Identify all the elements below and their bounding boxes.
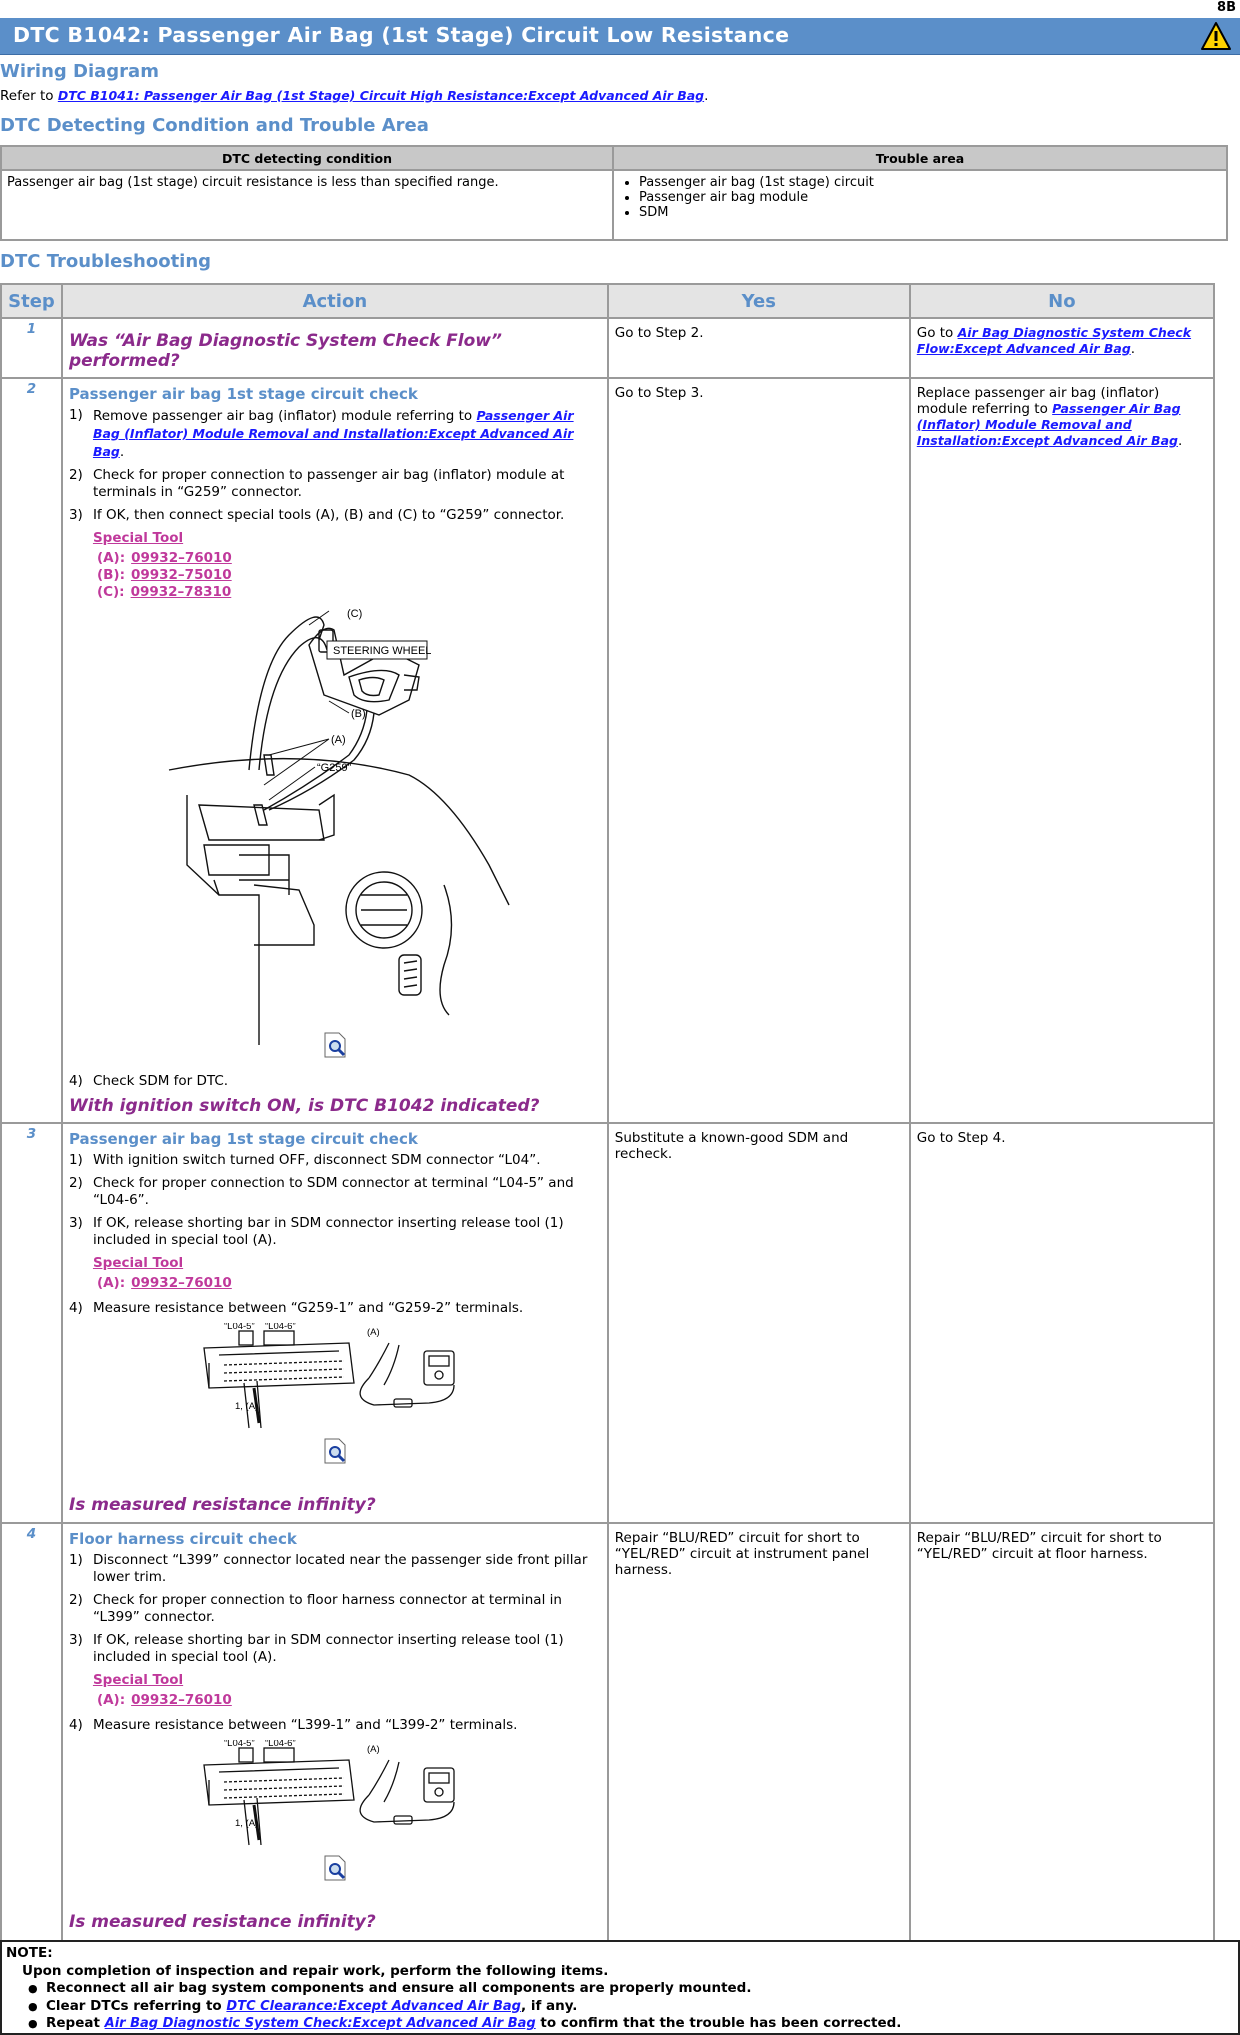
note-intro: Upon completion of inspection and repair work, perform the following items. — [22, 1962, 609, 1979]
list-item: 2) Check for proper connection to SDM connector at terminal “L04-5” and “L04-6”. — [68, 1175, 574, 1208]
step-number: 2 — [1, 378, 62, 1123]
figure-label-c: (C) — [346, 608, 363, 620]
list-item: 3) If OK, release shorting bar in SDM connector inserting release tool (1) included in special tool (A). — [68, 1632, 564, 1665]
troubleshooting-table — [0, 283, 1215, 1942]
figure-label-1a: 1, (A) — [234, 1401, 259, 1412]
item-text: Check for proper connection to passenger air bag (inflator) module at terminals in “G259” connector. — [92, 467, 565, 500]
table-row — [1, 378, 1214, 1123]
table-row — [1, 1123, 1214, 1523]
item-text: If OK, then connect special tools (A), (B) and (C) to “G259” connector. — [92, 507, 565, 523]
yes-cell: Repair “BLU/RED” circuit for short to “YEL/RED” circuit at instrument panel harness. — [608, 1523, 910, 1941]
note-item-suffix: , if any. — [520, 1997, 578, 2014]
link-dtc-clearance[interactable]: DTC Clearance:Except Advanced Air Bag — [226, 1998, 521, 2014]
completion-note — [0, 1940, 1240, 2035]
procedure-list-cont — [69, 1073, 601, 1090]
yes-cell: Go to Step 2. — [608, 318, 910, 378]
link-inflator-removal[interactable]: Passenger Air Bag (Inflator) Module Removal and Installation:Except Advanced Air Bag — [92, 408, 574, 459]
refer-suffix: . — [704, 88, 709, 104]
step-question: With ignition switch ON, is DTC B1042 indicated? — [68, 1096, 540, 1116]
no-cell — [910, 378, 1214, 1123]
action-cell — [62, 1523, 608, 1941]
wiring-refer-text — [0, 88, 708, 104]
tool-label: (A): — [96, 1692, 126, 1708]
list-item: 1) With ignition switch turned OFF, disconnect SDM connector “L04”. — [68, 1152, 541, 1168]
no-prefix: Replace passenger air bag (inflator) module referring to — [916, 385, 1160, 417]
item-text: Measure resistance between “L399-1” and “L399-2” terminals. — [92, 1717, 518, 1733]
action-cell — [62, 378, 608, 1123]
condition-text: Passenger air bag (1st stage) circuit resistance is less than specified range. — [1, 170, 613, 240]
no-prefix: Go to — [916, 325, 958, 341]
figure-label-l046: “L04-6” — [264, 1740, 296, 1749]
note-item-prefix: Clear DTCs referring to — [46, 1997, 227, 2014]
refer-prefix: Refer to — [0, 88, 58, 104]
item-text: Check SDM for DTC. — [92, 1073, 229, 1089]
step-question: Was “Air Bag Diagnostic System Check Flow” performed? — [68, 331, 502, 371]
tool-label: (A): — [96, 550, 126, 566]
link-diagnostic-check-flow[interactable]: Air Bag Diagnostic System Check Flow:Except Advanced Air Bag — [916, 325, 1192, 356]
tool-line — [97, 567, 601, 584]
list-item: 1) Disconnect “L399” connector located near the passenger side front pillar lower trim. — [68, 1552, 588, 1585]
action-header: Action — [62, 284, 608, 318]
list-item — [46, 2015, 1234, 2033]
special-tool-connection-figure — [149, 605, 569, 1045]
condition-header: DTC detecting condition — [1, 146, 613, 170]
list-item: 1) Remove passenger air bag (inflator) module referring to Passenger Air Bag (Inflator) Module Removal and Installation:Except Advanced Air Bag. — [68, 407, 574, 460]
list-item: • Passenger air bag module — [639, 190, 1221, 205]
step-number: 1 — [1, 318, 62, 378]
tool-part-link[interactable]: 09932–78310 — [130, 584, 232, 600]
figure-label-l045: “L04-5” — [223, 1323, 255, 1332]
note-label: NOTE: — [6, 1945, 53, 1961]
list-item: 3) If OK, release shorting bar in SDM connector inserting release tool (1) included in special tool (A). — [68, 1215, 564, 1248]
zoom-magnifier-icon[interactable] — [323, 1854, 349, 1882]
tool-line — [97, 1275, 601, 1292]
step-number: 4 — [1, 1523, 62, 1941]
tool-part-link[interactable]: 09932–76010 — [131, 1275, 232, 1291]
figure-label-steering: STEERING WHEEL — [332, 645, 432, 657]
figure-label-g259: “G259” — [316, 762, 352, 774]
yes-header: Yes — [608, 284, 910, 318]
list-item: • Passenger air bag (1st stage) circuit — [639, 175, 1221, 190]
link-inflator-removal[interactable]: Passenger Air Bag (Inflator) Module Removal and Installation:Except Advanced Air Bag — [916, 401, 1181, 448]
item-text: Check for proper connection to SDM connector at terminal “L04-5” and “L04-6”. — [92, 1175, 574, 1208]
tool-label: (C): — [96, 584, 125, 600]
item-text: Check for proper connection to floor harness connector at terminal in “L399” connector. — [92, 1592, 562, 1625]
procedure-list — [69, 1552, 601, 1666]
step-number: 3 — [1, 1123, 62, 1523]
troubleshooting-heading: DTC Troubleshooting — [0, 251, 212, 272]
step-subtitle: Floor harness circuit check — [68, 1530, 297, 1548]
procedure-list — [69, 407, 601, 524]
tool-part-link[interactable]: 09932–76010 — [131, 550, 232, 566]
list-item: 2) Check for proper connection to passenger air bag (inflator) module at terminals in “G259” connector. — [68, 467, 565, 500]
sdm-connector-figure — [199, 1323, 479, 1433]
list-item: 3) If OK, then connect special tools (A), (B) and (C) to “G259” connector. — [68, 507, 565, 523]
note-list — [6, 1980, 1234, 2033]
procedure-list-cont — [69, 1717, 601, 1734]
special-tool-link[interactable]: Special Tool — [92, 1255, 184, 1271]
tool-label: (A): — [96, 1275, 126, 1291]
item-suffix: . — [119, 444, 125, 460]
tool-line — [97, 584, 601, 601]
tool-part-link[interactable]: 09932–76010 — [131, 1692, 232, 1708]
no-cell — [910, 318, 1214, 378]
list-item: • SDM — [639, 205, 1221, 220]
trouble-area-header: Trouble area — [613, 146, 1227, 170]
link-diagnostic-system-check[interactable]: Air Bag Diagnostic System Check:Except Advanced Air Bag — [104, 2016, 536, 2031]
list-item — [46, 1998, 1234, 2016]
list-item — [46, 1980, 1234, 1998]
item-text: With ignition switch turned OFF, disconnect SDM connector “L04”. — [92, 1152, 541, 1168]
special-tool-link[interactable]: Special Tool — [92, 530, 184, 546]
floor-harness-connector-figure — [199, 1740, 479, 1850]
step-subtitle: Passenger air bag 1st stage circuit check — [68, 1130, 418, 1148]
note-item-suffix: to confirm that the trouble has been corrected. — [535, 2015, 902, 2031]
yes-cell: Substitute a known-good SDM and recheck. — [608, 1123, 910, 1523]
list-item: 4) Measure resistance between “L399-1” and “L399-2” terminals. — [68, 1717, 518, 1733]
condition-table — [0, 145, 1228, 241]
item-text: Remove passenger air bag (inflator) module referring to — [92, 408, 477, 424]
figure-label-b: (B) — [350, 708, 366, 720]
special-tool-link[interactable]: Special Tool — [92, 1672, 184, 1688]
trouble-area-cell — [613, 170, 1227, 240]
tool-line — [97, 550, 601, 567]
figure-label-a: (A) — [330, 734, 346, 746]
note-item-text: Reconnect all air bag system components and ensure all components are properly mounted. — [46, 1980, 752, 1996]
figure-label-a: (A) — [366, 1327, 380, 1338]
figure-label-l046: “L04-6” — [264, 1323, 296, 1332]
list-item: 4) Check SDM for DTC. — [68, 1073, 229, 1089]
table-row — [1, 1523, 1214, 1941]
page-title: DTC B1042: Passenger Air Bag (1st Stage) Circuit Low Resistance — [13, 23, 790, 47]
action-cell — [62, 318, 608, 378]
warning-triangle-icon — [1200, 21, 1232, 51]
wiring-diagram-heading: Wiring Diagram — [0, 61, 159, 82]
no-suffix: . — [1130, 341, 1136, 357]
list-item: 2) Check for proper connection to floor harness connector at terminal in “L399” connector. — [68, 1592, 562, 1625]
action-cell — [62, 1123, 608, 1523]
no-suffix: . — [1177, 433, 1183, 449]
step-question: Is measured resistance infinity? — [68, 1495, 376, 1515]
trouble-area-list — [619, 175, 1221, 220]
figure-label-a: (A) — [366, 1744, 380, 1755]
item-text: Disconnect “L399” connector located near the passenger side front pillar lower trim. — [92, 1552, 588, 1585]
tool-label: (B): — [96, 567, 125, 583]
zoom-magnifier-icon[interactable] — [323, 1031, 349, 1059]
step-subtitle: Passenger air bag 1st stage circuit check — [68, 385, 418, 403]
tool-part-link[interactable]: 09932–75010 — [130, 567, 232, 583]
condition-heading: DTC Detecting Condition and Trouble Area — [0, 115, 429, 136]
zoom-magnifier-icon[interactable] — [323, 1437, 349, 1465]
no-header: No — [910, 284, 1214, 318]
item-text: Measure resistance between “G259-1” and “G259-2” terminals. — [92, 1300, 524, 1316]
tool-line — [97, 1692, 601, 1709]
title-bar — [0, 18, 1240, 55]
procedure-list — [69, 1152, 601, 1249]
list-item: 4) Measure resistance between “G259-1” and “G259-2” terminals. — [68, 1300, 524, 1316]
item-text: If OK, release shorting bar in SDM connector inserting release tool (1) included in special tool (A). — [92, 1215, 564, 1248]
item-text: If OK, release shorting bar in SDM connector inserting release tool (1) included in special tool (A). — [92, 1632, 564, 1665]
figure-label-l045: “L04-5” — [223, 1740, 255, 1749]
page-section-label: 8B — [1217, 0, 1236, 15]
procedure-list-cont — [69, 1300, 601, 1317]
note-item-prefix: Repeat — [46, 2015, 105, 2031]
yes-cell: Go to Step 3. — [608, 378, 910, 1123]
link-dtc-b1041[interactable]: DTC B1041: Passenger Air Bag (1st Stage) Circuit High Resistance:Except Advanced Air Bag — [57, 88, 705, 103]
no-cell: Repair “BLU/RED” circuit for short to “YEL/RED” circuit at floor harness. — [910, 1523, 1214, 1941]
step-question: Is measured resistance infinity? — [68, 1912, 376, 1932]
figure-label-1a: 1, (A) — [234, 1818, 259, 1829]
table-row — [1, 318, 1214, 378]
no-cell: Go to Step 4. — [910, 1123, 1214, 1523]
step-header: Step — [1, 284, 62, 318]
